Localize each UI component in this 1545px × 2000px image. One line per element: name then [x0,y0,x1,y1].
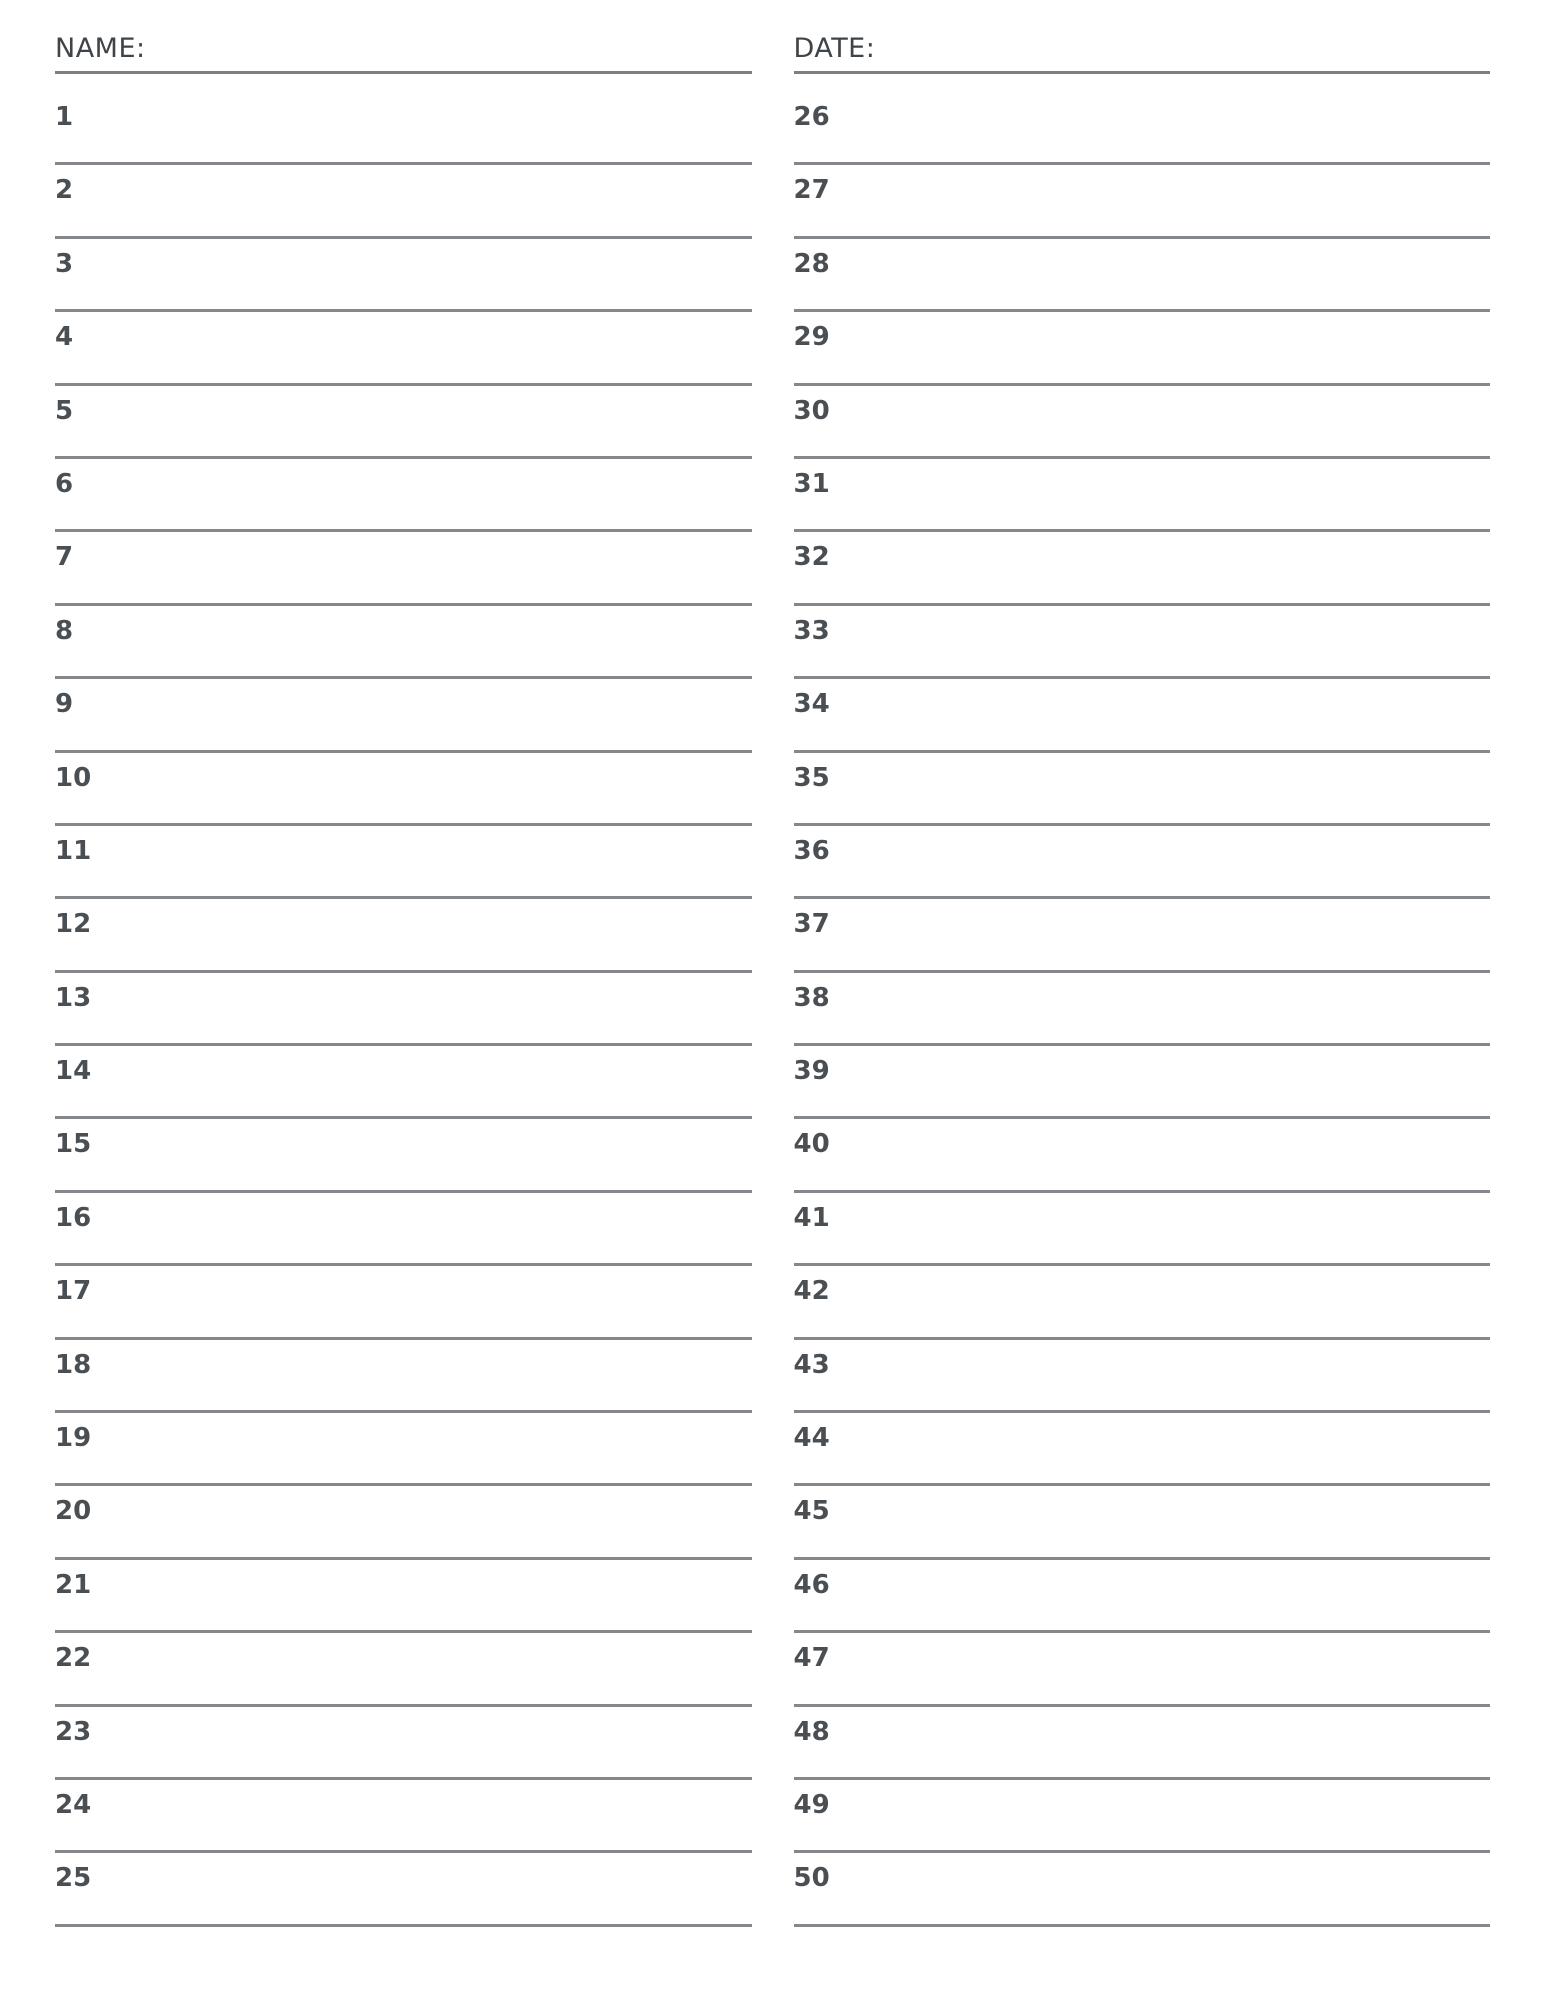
list-item-input[interactable] [97,985,752,986]
list-item-input[interactable] [836,324,1491,325]
list-item-input[interactable] [97,1792,752,1793]
list-item-input[interactable] [97,691,752,692]
list-item-number: 39 [793,1056,830,1087]
list-item-input[interactable] [836,1498,1491,1499]
list-item[interactable] [794,459,1491,532]
list-item[interactable] [55,826,752,899]
list-item-number: 18 [55,1349,92,1380]
list-item[interactable] [794,899,1491,972]
list-item-number: 27 [793,175,830,206]
list-item-number: 43 [793,1349,830,1380]
list-item-input[interactable] [836,544,1491,545]
list-item-input[interactable] [97,398,752,399]
list-item-input[interactable] [836,1425,1491,1426]
list-item[interactable] [55,1633,752,1706]
list-item[interactable] [55,1413,752,1486]
list-item-number: 7 [55,542,74,573]
list-item[interactable] [794,606,1491,679]
list-item-input[interactable] [836,1058,1491,1059]
list-item-input[interactable] [97,618,752,619]
list-item[interactable] [55,165,752,238]
list-item[interactable] [794,239,1491,312]
list-item[interactable] [794,1486,1491,1559]
list-item-input[interactable] [97,1645,752,1646]
list-item[interactable] [55,1853,752,1926]
list-item-number: 6 [55,468,74,499]
list-item[interactable] [794,973,1491,1046]
list-item[interactable] [794,1560,1491,1633]
list-item[interactable] [55,679,752,752]
list-item-number: 50 [793,1863,830,1894]
list-item-input[interactable] [97,324,752,325]
list-item-number: 22 [55,1643,92,1674]
list-item[interactable] [794,165,1491,238]
date-input[interactable] [875,63,1490,64]
list-item-number: 1 [55,102,74,132]
list-item[interactable] [794,532,1491,605]
list-item[interactable] [55,1707,752,1780]
list-item-number: 24 [55,1789,92,1820]
list-item-number: 8 [55,615,74,646]
list-item[interactable] [55,312,752,385]
list-item-number: 49 [793,1789,830,1820]
list-item-input[interactable] [97,1278,752,1279]
list-item[interactable] [55,606,752,679]
list-item-number: 30 [793,395,830,426]
list-item[interactable] [55,1486,752,1559]
name-label: NAME: [55,33,146,64]
list-item[interactable] [55,459,752,532]
list-item-number: 34 [793,689,830,720]
list-item-number: 37 [793,909,830,940]
list-item-input[interactable] [836,765,1491,766]
list-item[interactable] [794,1046,1491,1119]
list-item-number: 12 [55,909,92,940]
list-columns [55,92,1490,1927]
list-item-number: 31 [793,468,830,499]
list-item-number: 41 [793,1202,830,1233]
list-item[interactable] [794,1853,1491,1926]
list-item[interactable] [55,386,752,459]
list-item-number: 32 [793,542,830,573]
list-item-number: 46 [793,1569,830,1600]
list-item-number: 42 [793,1276,830,1307]
list-item[interactable] [55,1780,752,1853]
list-item-input[interactable] [836,1792,1491,1793]
list-item-input[interactable] [97,177,752,178]
list-item[interactable] [55,239,752,312]
list-item-input[interactable] [836,251,1491,252]
list-item-input[interactable] [836,838,1491,839]
list-item-number: 2 [55,175,74,206]
date-label: DATE: [793,33,876,64]
list-item-input[interactable] [836,1572,1491,1573]
list-item-input[interactable] [97,104,752,105]
list-item[interactable] [55,1193,752,1266]
list-item-number: 23 [55,1716,92,1747]
list-item-number: 38 [793,982,830,1013]
list-item-number: 9 [55,689,74,720]
right-column [794,92,1491,1927]
list-item[interactable] [55,753,752,826]
list-item-input[interactable] [836,1278,1491,1279]
list-item-input[interactable] [836,618,1491,619]
list-item-number: 33 [793,615,830,646]
list-item-input[interactable] [97,1058,752,1059]
list-item[interactable] [55,1119,752,1192]
list-item-input[interactable] [97,838,752,839]
name-input[interactable] [146,63,752,64]
list-item-input[interactable] [836,985,1491,986]
list-item[interactable] [55,1560,752,1633]
list-item-number: 47 [793,1643,830,1674]
list-item[interactable] [794,1119,1491,1192]
list-item[interactable] [55,973,752,1046]
list-item-input[interactable] [836,1205,1491,1206]
list-item[interactable] [55,899,752,972]
list-item-input[interactable] [97,1352,752,1353]
list-item[interactable] [55,92,752,165]
list-item-number: 26 [793,102,830,132]
list-item-number: 5 [55,395,74,426]
list-item[interactable] [794,386,1491,459]
list-item-number: 20 [55,1496,92,1527]
list-item[interactable] [55,1340,752,1413]
list-item-number: 10 [55,762,92,793]
list-item-input[interactable] [97,1131,752,1132]
list-item-input[interactable] [836,691,1491,692]
list-item-number: 44 [793,1423,830,1454]
list-item-number: 36 [793,835,830,866]
list-item-number: 40 [793,1129,830,1160]
list-item[interactable] [55,1266,752,1339]
list-item-input[interactable] [97,1719,752,1720]
list-item[interactable] [794,826,1491,899]
list-item-input[interactable] [836,398,1491,399]
list-item-number: 28 [793,248,830,279]
list-item-number: 29 [793,322,830,353]
list-item[interactable] [794,92,1491,165]
list-item-input[interactable] [836,177,1491,178]
list-item[interactable] [794,1266,1491,1339]
list-item-input[interactable] [97,911,752,912]
list-item-number: 19 [55,1423,92,1454]
date-field[interactable] [794,28,1491,74]
list-item[interactable] [794,1633,1491,1706]
list-item[interactable] [794,1707,1491,1780]
list-item-number: 45 [793,1496,830,1527]
list-item-input[interactable] [836,1645,1491,1646]
list-item[interactable] [794,1780,1491,1853]
list-item-number: 17 [55,1276,92,1307]
list-item-number: 11 [55,835,92,866]
list-item-number: 16 [55,1202,92,1233]
list-item-number: 48 [793,1716,830,1747]
list-item[interactable] [794,312,1491,385]
list-item-input[interactable] [97,1865,752,1866]
header-fields [55,28,1490,74]
list-item-number: 25 [55,1863,92,1894]
list-item-input[interactable] [836,1865,1491,1866]
list-item-number: 21 [55,1569,92,1600]
list-item-input[interactable] [836,1352,1491,1353]
list-item-number: 15 [55,1129,92,1160]
list-item[interactable] [794,1340,1491,1413]
list-item-input[interactable] [97,544,752,545]
list-item-input[interactable] [97,251,752,252]
list-item-number: 13 [55,982,92,1013]
list-item-input[interactable] [97,471,752,472]
list-item-input[interactable] [836,1719,1491,1720]
list-item-number: 3 [55,248,74,279]
list-item-number: 4 [55,322,74,353]
name-field[interactable] [55,28,752,74]
list-item-input[interactable] [97,765,752,766]
list-item-input[interactable] [97,1425,752,1426]
list-item-input[interactable] [836,104,1491,105]
list-item[interactable] [794,1413,1491,1486]
list-item-input[interactable] [97,1572,752,1573]
list-item[interactable] [794,753,1491,826]
list-item-input[interactable] [97,1205,752,1206]
list-item-number: 14 [55,1056,92,1087]
list-item[interactable] [794,1193,1491,1266]
list-item[interactable] [55,1046,752,1119]
list-item-number: 35 [793,762,830,793]
list-item[interactable] [794,679,1491,752]
left-column [55,92,752,1927]
list-item-input[interactable] [836,911,1491,912]
list-item-input[interactable] [836,1131,1491,1132]
list-item-input[interactable] [97,1498,752,1499]
list-item[interactable] [55,532,752,605]
list-item-input[interactable] [836,471,1491,472]
